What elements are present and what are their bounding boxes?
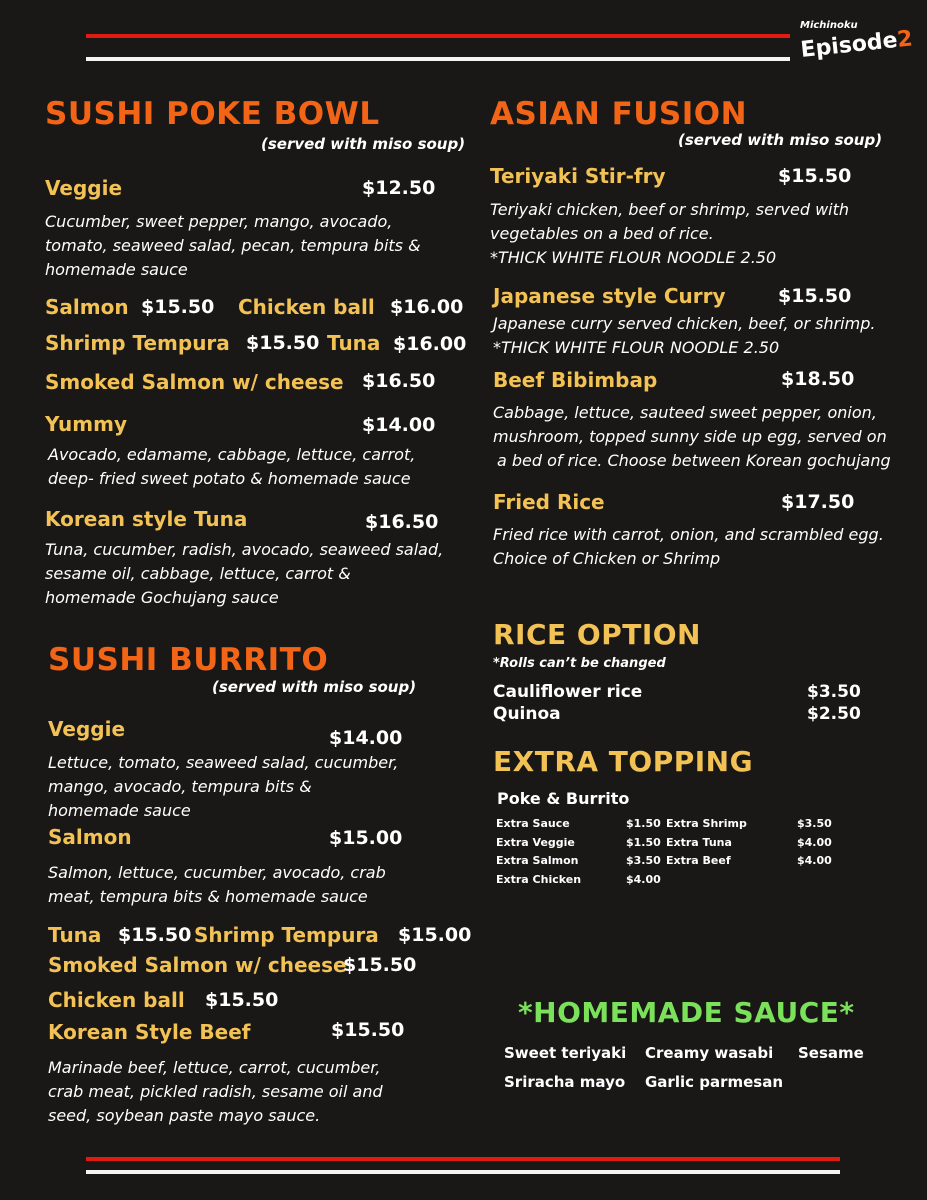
poke-korean-tuna-name: Korean style Tuna	[45, 507, 248, 531]
burrito-veggie-desc: Lettuce, tomato, seaweed salad, cucumber, mango, avocado, tempura bits & homemade sauce	[48, 753, 399, 820]
fusion-curry-desc-2: *THICK WHITE FLOUR NOODLE 2.50	[493, 338, 780, 357]
burrito-title: SUSHI BURRITO	[48, 642, 329, 678]
topping-item-price: $4.00	[797, 854, 832, 867]
fusion-teriyaki-name: Teriyaki Stir-fry	[490, 164, 666, 188]
poke-korean-tuna-desc: Tuna, cucumber, radish, avocado, seaweed salad, sesame oil, cabbage, lettuce, carrot & homemade Gochujang sauce	[45, 540, 444, 607]
poke-tuna-name: Tuna	[327, 331, 381, 355]
burrito-salmon-name: Salmon	[48, 825, 132, 849]
fusion-fried-rice-desc-2: Choice of Chicken or Shrimp	[493, 549, 721, 568]
sauce-item: Sriracha mayo	[504, 1073, 626, 1091]
sauce-item: Sesame	[798, 1044, 864, 1062]
poke-yummy-price: $14.00	[362, 414, 436, 436]
topping-item-name: Extra Salmon	[496, 854, 579, 867]
sauce-item: Sweet teriyaki	[504, 1044, 627, 1062]
rice-item-price: $2.50	[807, 704, 861, 724]
burrito-tuna-price: $15.50	[118, 924, 192, 946]
topping-item-name: Extra Beef	[666, 854, 731, 867]
topping-item-name: Extra Tuna	[666, 836, 732, 849]
burrito-korean-beef-name: Korean Style Beef	[48, 1020, 251, 1044]
burrito-smoked-salmon-name: Smoked Salmon w/ cheese	[48, 953, 347, 977]
burrito-subtitle: (served with miso soup)	[212, 678, 417, 696]
poke-smoked-salmon-name: Smoked Salmon w/ cheese	[45, 370, 344, 394]
poke-chicken-ball-price: $16.00	[390, 296, 464, 318]
burrito-tuna-name: Tuna	[48, 923, 102, 947]
burrito-korean-beef-price: $15.50	[331, 1019, 405, 1041]
sauce-item: Garlic parmesan	[645, 1073, 784, 1091]
rice-item-name: Cauliflower rice	[493, 682, 643, 702]
burrito-shrimp-tempura-name: Shrimp Tempura	[194, 923, 379, 947]
topping-item-price: $1.50	[626, 817, 661, 830]
fusion-bibimbap-desc-1: Cabbage, lettuce, sauteed sweet pepper, onion,	[493, 403, 877, 422]
logo-episode	[799, 26, 914, 63]
bottom-red-line	[86, 1157, 840, 1161]
fusion-fried-rice-price: $17.50	[781, 491, 855, 513]
topping-item-name: Extra Sauce	[496, 817, 570, 830]
topping-item-price: $3.50	[626, 854, 661, 867]
fusion-teriyaki-desc-1: Teriyaki chicken, beef or shrimp, served with	[490, 200, 850, 219]
topping-item-name: Extra Shrimp	[666, 817, 747, 830]
poke-tuna-price: $16.00	[393, 333, 467, 355]
burrito-veggie-name: Veggie	[48, 717, 126, 741]
fusion-subtitle: (served with miso soup)	[678, 131, 883, 149]
top-white-line	[86, 57, 790, 61]
burrito-shrimp-tempura-price: $15.00	[398, 924, 472, 946]
logo-brand: Michinoku	[800, 20, 858, 31]
poke-chicken-ball-name: Chicken ball	[238, 295, 375, 319]
topping-item-price: $3.50	[797, 817, 832, 830]
poke-korean-tuna-price: $16.50	[365, 511, 439, 533]
rice-note: *Rolls can’t be changed	[493, 656, 666, 671]
rice-item-price: $3.50	[807, 682, 861, 702]
fusion-teriyaki-desc-2: vegetables on a bed of rice.	[490, 224, 714, 243]
topping-item-name: Extra Chicken	[496, 873, 582, 886]
poke-yummy-name: Yummy	[45, 412, 127, 436]
sauce-item: Creamy wasabi	[645, 1044, 774, 1062]
top-red-line	[86, 34, 790, 38]
poke-shrimp-tempura-price: $15.50	[246, 332, 320, 354]
poke-shrimp-tempura-name: Shrimp Tempura	[45, 331, 230, 355]
poke-salmon-price: $15.50	[141, 296, 215, 318]
poke-salmon-name: Salmon	[45, 295, 129, 319]
fusion-bibimbap-desc-2: mushroom, topped sunny side up egg, served on	[493, 427, 887, 446]
fusion-fried-rice-name: Fried Rice	[493, 490, 605, 514]
topping-subtitle: Poke & Burrito	[497, 789, 630, 808]
fusion-curry-price: $15.50	[778, 285, 852, 307]
logo-episode-number: 2	[896, 26, 914, 53]
sauce-title: *HOMEMADE SAUCE*	[518, 996, 855, 1029]
burrito-veggie-price: $14.00	[329, 727, 403, 749]
poke-subtitle: (served with miso soup)	[261, 135, 466, 153]
rice-item-name: Quinoa	[493, 704, 561, 724]
burrito-chicken-ball-price: $15.50	[205, 989, 279, 1011]
burrito-salmon-price: $15.00	[329, 827, 403, 849]
rice-title: RICE OPTION	[493, 618, 701, 651]
bottom-white-line	[86, 1170, 840, 1174]
poke-veggie-name: Veggie	[45, 176, 123, 200]
fusion-title: ASIAN FUSION	[490, 96, 748, 132]
fusion-curry-desc-1: Japanese curry served chicken, beef, or shrimp.	[493, 314, 876, 333]
fusion-teriyaki-desc-3: *THICK WHITE FLOUR NOODLE 2.50	[490, 248, 777, 267]
topping-item-price: $4.00	[797, 836, 832, 849]
poke-veggie-price: $12.50	[362, 177, 436, 199]
burrito-chicken-ball-name: Chicken ball	[48, 988, 185, 1012]
poke-smoked-salmon-price: $16.50	[362, 370, 436, 392]
topping-title: EXTRA TOPPING	[493, 745, 754, 778]
topping-item-name: Extra Veggie	[496, 836, 575, 849]
topping-item-price: $4.00	[626, 873, 661, 886]
poke-yummy-desc: Avocado, edamame, cabbage, lettuce, carrot, deep- fried sweet potato & homemade sauce	[48, 445, 416, 488]
fusion-bibimbap-desc-3: a bed of rice. Choose between Korean gochujang	[497, 451, 891, 470]
topping-item-price: $1.50	[626, 836, 661, 849]
burrito-korean-beef-desc: Marinade beef, lettuce, carrot, cucumber, crab meat, pickled radish, sesame oil and seed, soybean paste mayo sauce.	[48, 1058, 383, 1125]
burrito-smoked-salmon-price: $15.50	[343, 954, 417, 976]
logo-episode-text: Episode	[799, 27, 899, 63]
burrito-salmon-desc: Salmon, lettuce, cucumber, avocado, crab meat, tempura bits & homemade sauce	[48, 863, 386, 906]
fusion-bibimbap-price: $18.50	[781, 368, 855, 390]
poke-veggie-desc: Cucumber, sweet pepper, mango, avocado, tomato, seaweed salad, pecan, tempura bits & homemade sauce	[45, 212, 421, 279]
fusion-bibimbap-name: Beef Bibimbap	[493, 368, 658, 392]
fusion-fried-rice-desc-1: Fried rice with carrot, onion, and scrambled egg.	[493, 525, 884, 544]
poke-title: SUSHI POKE BOWL	[45, 96, 380, 132]
fusion-teriyaki-price: $15.50	[778, 165, 852, 187]
fusion-curry-name: Japanese style Curry	[493, 284, 726, 308]
